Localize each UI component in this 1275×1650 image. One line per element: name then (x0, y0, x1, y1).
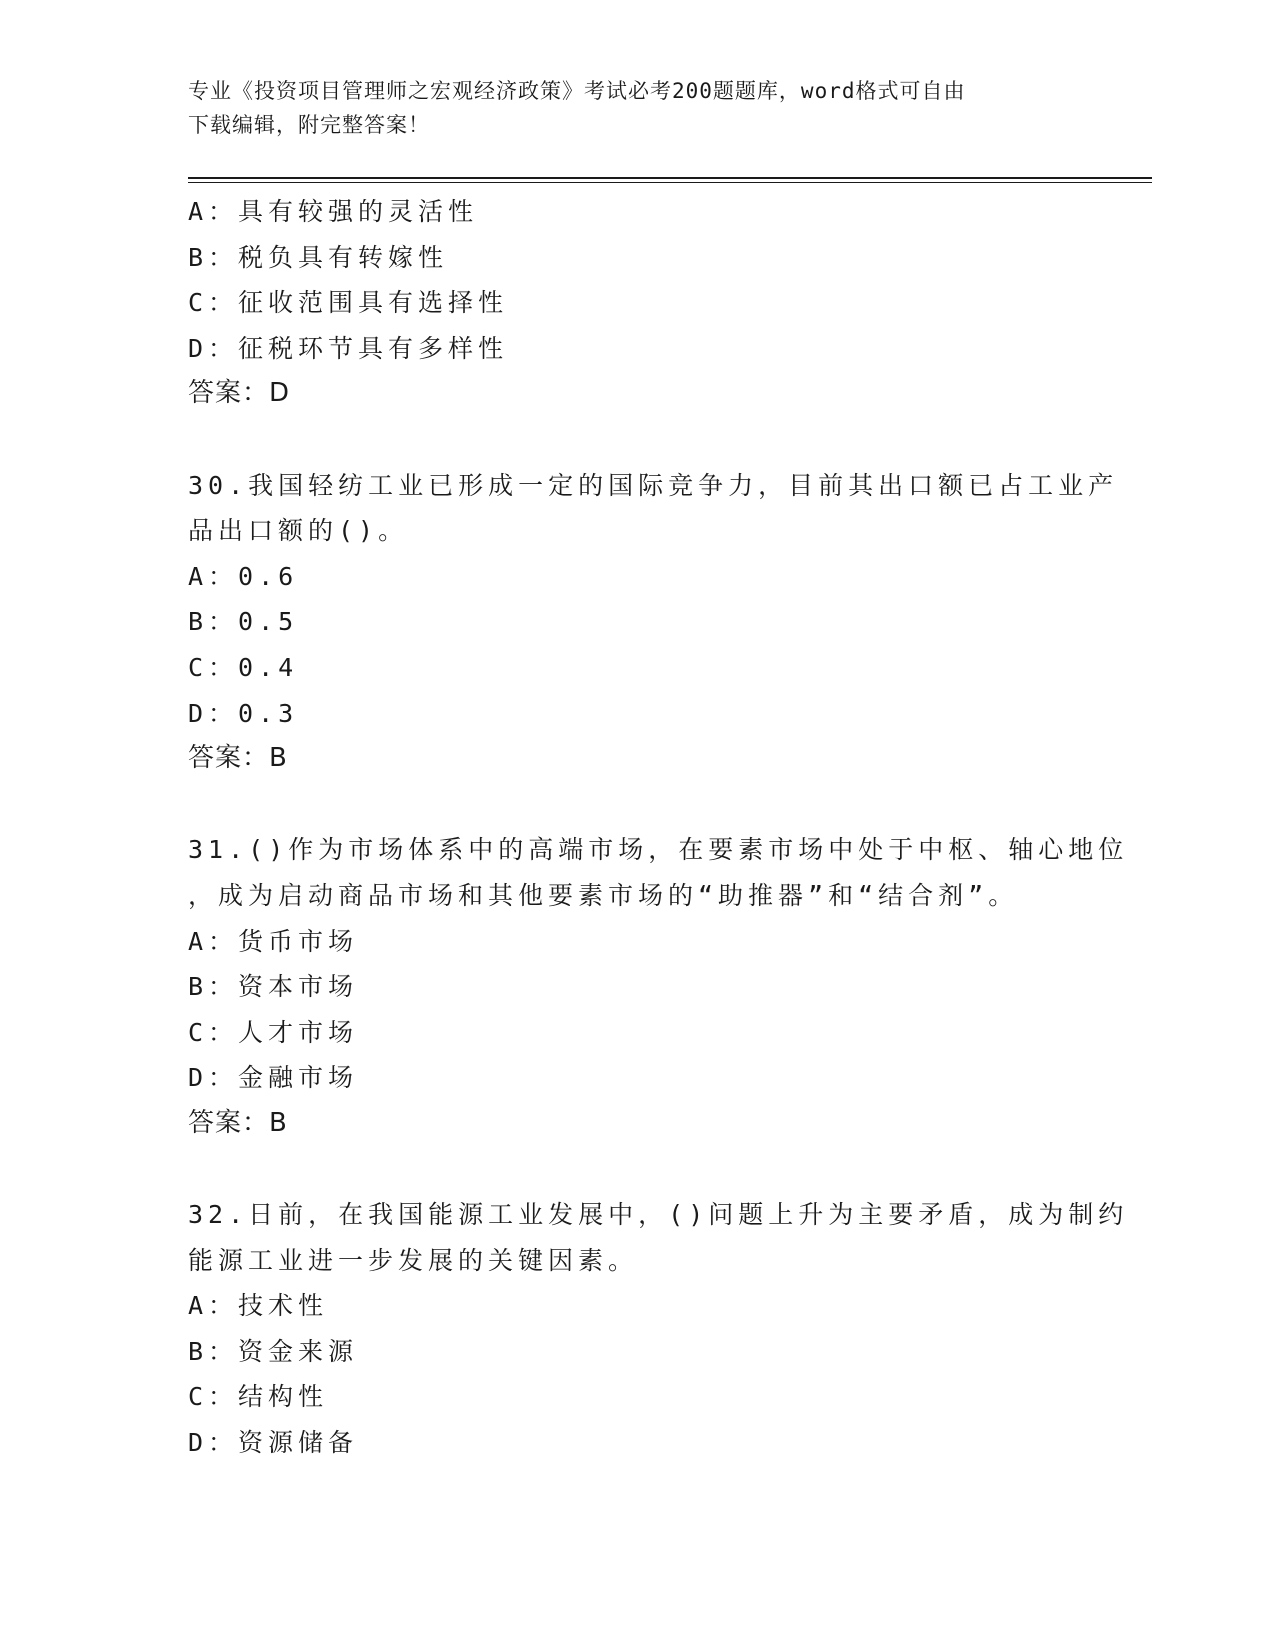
header-line-1: 专业《投资项目管理师之宏观经济政策》考试必考200题题库，word格式可自由 (188, 79, 966, 103)
question-29-tail (188, 189, 1088, 417)
option-c: C：结构性 (188, 1382, 329, 1412)
answer-label: 答案：D (188, 378, 291, 409)
header-line-2: 下载编辑，附完整答案！ (188, 113, 430, 137)
option-b: B：0.5 (188, 607, 299, 637)
question-stem-line: 30.我国轻纺工业已形成一定的国际竞争力，目前其出口额已占工业产 (188, 470, 1119, 500)
question-stem-line: ，成为启动商品市场和其他要素市场的“助推器”和“结合剂”。 (188, 880, 1019, 910)
question-stem-line: 32.日前，在我国能源工业发展中，()问题上升为主要矛盾，成为制约 (188, 1200, 1129, 1230)
option-c: C：人才市场 (188, 1017, 359, 1047)
option-d: D：0.3 (188, 698, 299, 728)
document-header (188, 74, 1068, 142)
option-a: A：0.6 (188, 561, 299, 591)
question-30 (188, 463, 1119, 782)
option-d: D：资源储备 (188, 1428, 359, 1458)
spacer (188, 782, 1088, 828)
spacer (188, 1146, 1088, 1192)
question-stem-line: 能源工业进一步发展的关键因素。 (188, 1245, 639, 1275)
option-b: B：税负具有转嫁性 (188, 242, 449, 272)
option-c: C：征收范围具有选择性 (188, 288, 509, 318)
option-a: A：技术性 (188, 1291, 329, 1321)
question-stem-line: 品出口额的()。 (188, 516, 409, 546)
question-stem-line: 31.()作为市场体系中的高端市场，在要素市场中处于中枢、轴心地位 (188, 835, 1129, 865)
option-c: C：0.4 (188, 652, 299, 682)
answer-label: 答案：B (188, 743, 288, 774)
answer-label: 答案：B (188, 1107, 288, 1138)
question-32 (188, 1192, 1129, 1466)
spacer (188, 417, 1088, 463)
option-d: D：金融市场 (188, 1063, 359, 1093)
document-body (188, 189, 1129, 1466)
option-b: B：资本市场 (188, 972, 359, 1002)
option-b: B：资金来源 (188, 1336, 359, 1366)
option-a: A：具有较强的灵活性 (188, 197, 479, 226)
option-a: A：货币市场 (188, 926, 359, 956)
header-divider-thick (188, 177, 1152, 179)
header-divider-thin (188, 182, 1152, 183)
option-d: D：征税环节具有多样性 (188, 333, 509, 363)
question-31 (188, 827, 1129, 1146)
